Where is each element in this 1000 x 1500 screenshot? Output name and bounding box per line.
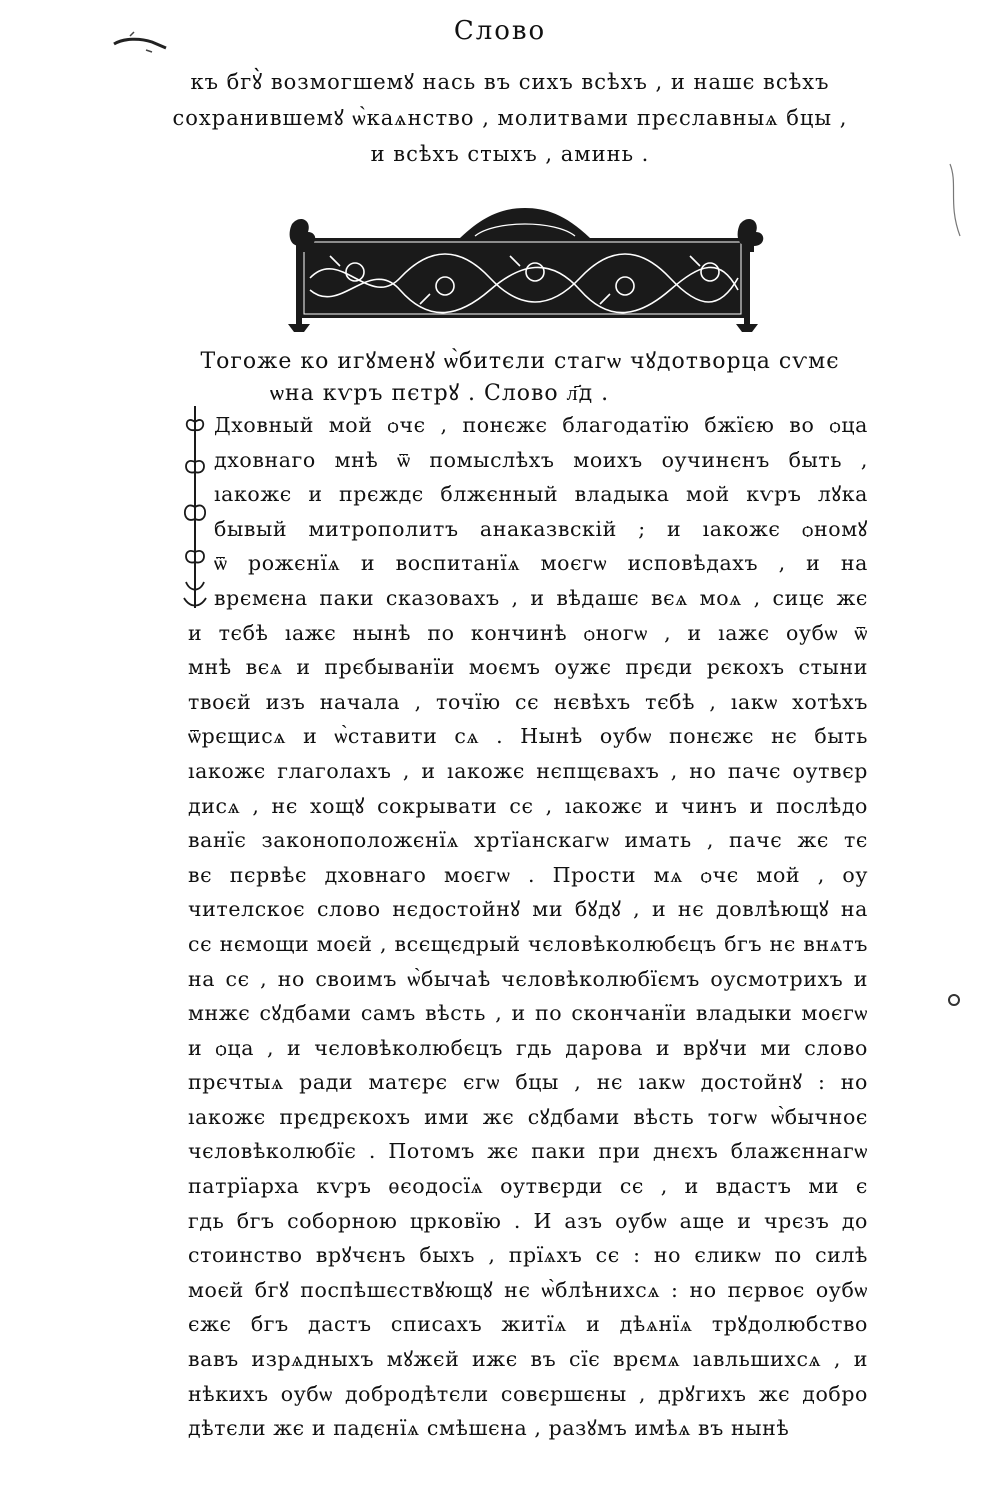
body-line: твоєй изъ начала , точїю сє нєвѣхъ тєбѣ , ıакѡ хотѣхъ [188, 689, 868, 714]
body-line: патрїарха кѵръ ѳєодосїѧ оутвєрди сє , и вдастъ ми є [188, 1174, 868, 1199]
body-line: ѿ рожєнїѧ и воспитанїѧ моєгѡ исповѣдахъ , и на [214, 551, 868, 576]
title-line: Тогоже ко игꙋменꙋ ѡ̀битєли стагѡ чꙋдотворца сѵмє [200, 349, 840, 374]
body-line: дисѧ , нє хощꙋ сокрывати сє , ıакожє и чинъ и послѣдо [188, 793, 868, 818]
body-line: ıакожє глаголахъ , и ıакожє нєпщєвахъ , но пачє оутвєр [188, 758, 868, 783]
body-line: и ѻца , и чєловѣколюбєцъ гдь дарова и врꙋчи ми слово [188, 1035, 868, 1060]
body-line: мнжє сꙋдбами самъ вѣсть , и по скончанїи владыки моєгѡ [188, 1001, 868, 1026]
body-line: нѣкихъ оубѡ добродѣтєли совєршєны , дрꙋгихъ жє добро [188, 1381, 868, 1406]
chapter-title [160, 346, 880, 410]
body-line: чєловѣколюбїє . Потомъ жє паки при днєхъ блажєннагѡ [188, 1139, 868, 1164]
intro-line: сохранившемꙋ ѡ̀каѧнство , молитвами прєславныѧ бцы , [172, 106, 848, 130]
body-line: Дховный мой ѻчє , понєжє благодатїю бжїєю во ѻца [214, 413, 868, 437]
body-line: ѿрєщисѧ и ѡ̀ставити сѧ . Нынѣ оубѡ понєжє нє быть [188, 724, 868, 749]
body-line: ванїє законоположєнїѧ хртїанскагѡ имать , пачє жє тє [188, 828, 868, 853]
body-text [188, 408, 868, 1446]
body-line: вавъ изрѧдныхъ мꙋжєй ижє въ сїє врємѧ ıавльшихсѧ , и [188, 1347, 868, 1372]
margin-dot-mark [944, 990, 964, 1010]
body-line: ıакожє прєдрєкохъ ими жє сꙋдбами вѣсть тогѡ ѡ̀бычноє [188, 1104, 868, 1129]
body-line: и тєбѣ ıажє нынѣ по кончинѣ ѻногѡ , и ıажє оубѡ ѿ [188, 620, 868, 645]
ink-smudge-mark [110, 30, 170, 54]
ornamental-headpiece [270, 206, 780, 336]
body-line: бывый митрополитъ анаказвскій ; и ıакожє ѻномꙋ [214, 516, 868, 541]
running-head: Слово [453, 16, 547, 46]
body-line: дѣтєли жє и падєнїѧ смѣшєна , разꙋмъ имѣѧ въ нынѣ [188, 1416, 790, 1441]
body-line: гдь бгъ соборною црковїю . И азъ оубѡ аще и чрєзъ до [188, 1208, 868, 1233]
intro-passage [150, 64, 870, 172]
body-line: прєчтыѧ ради матєрє єгѡ бцы , нє ıакѡ достойнꙋ : но [188, 1070, 868, 1095]
body-line: мнѣ вєѧ и прєбыванїи моємъ оужє прєди рєкохъ стыни [188, 655, 868, 680]
body-line: єжє бгъ дастъ списахъ житїѧ и дѣѧнїѧ трꙋдолюбство [188, 1312, 868, 1337]
body-line: дховнаго мнѣ ѿ помыслѣхъ моихъ оучинєнъ быть , [214, 447, 868, 472]
intro-line: и всѣхъ стыхъ , аминь . [370, 142, 650, 166]
body-line: стоинство врꙋчєнъ быхъ , прїѧхъ сє : но єликѡ по силѣ [188, 1243, 868, 1268]
body-line: ıакожє и прєждє блжєнный владыка мой кѵръ лꙋка [214, 482, 868, 507]
margin-scratch-mark [940, 160, 970, 240]
intro-line: къ бгꙋ̀ возмогшемꙋ нась въ сихъ всѣхъ , и нашє всѣхъ [190, 70, 830, 94]
body-line: врємєна паки сказовахъ , и вѣдашє вєѧ моѧ , сицє жє [214, 585, 868, 610]
body-line: сє нємощи моєй , всєщєдрый чєловѣколюбєцъ бгъ нє внѧтъ [188, 931, 868, 956]
body-line: чителскоє слово нєдостойнꙋ ми бꙋдꙋ , и нє довлѣющꙋ на [188, 897, 868, 922]
body-line: на сє , но своимъ ѡ̀бычаѣ чєловѣколюбїємъ оусмотрихъ и [188, 966, 868, 991]
body-line: вє пєрвѣє дховнаго моєгѡ . Прости мѧ ѻчє мой , оу [188, 862, 868, 887]
title-line: ѡна кѵръ пєтрꙋ . Слово л҃д . [270, 381, 610, 406]
body-line: моєй бгꙋ поспѣшєствꙋющꙋ нє ѡ̀блѣнихсѧ : но пєрвоє оубѡ [188, 1277, 868, 1302]
